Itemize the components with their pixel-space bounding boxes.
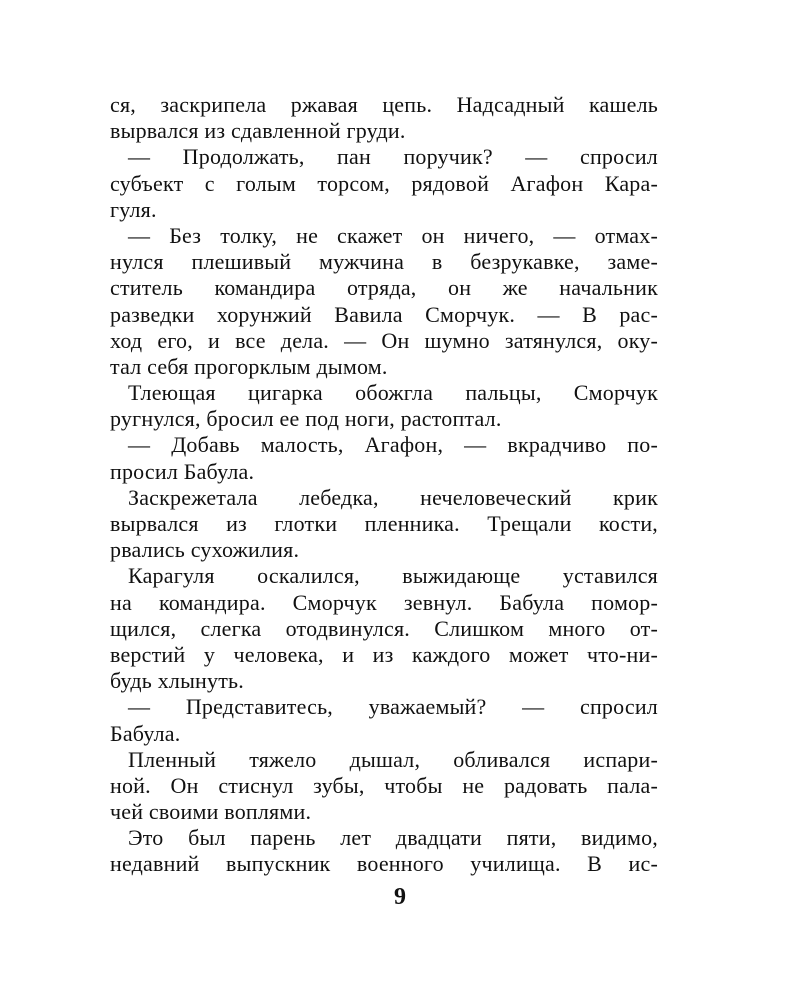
text-line: — Продолжать, пан поручик? — спросил — [128, 144, 658, 170]
text-line: ститель командира отряда, он же начальник — [110, 275, 658, 301]
text-line: вырвался из сдавленной груди. — [110, 118, 406, 144]
paragraph — [110, 223, 658, 380]
text-line: ход его, и все дела. — Он шумно затянулся, оку- — [110, 327, 658, 353]
text-line: вырвался из глотки пленника. Трещали кости, — [110, 511, 658, 536]
paragraph — [110, 432, 658, 484]
text-line: будь хлынуть. — [110, 668, 244, 694]
text-line: щился, слегка отодвинулся. Слишком много от- — [110, 615, 658, 641]
text-line: — Представитесь, уважаемый? — спросил — [128, 694, 658, 720]
text-line: — Без толку, не скажет он ничего, — отмах- — [128, 222, 658, 248]
text-line: гуля. — [110, 196, 157, 222]
text-line: Тлеющая цигарка обожгла пальцы, Сморчук — [128, 380, 658, 406]
paragraph — [110, 694, 658, 746]
text-line: разведки хорунжий Вавила Сморчук. — В рас- — [110, 301, 658, 327]
text-line: тал себя прогорклым дымом. — [110, 353, 388, 379]
text-line: нулся плешивый мужчина в безрукавке, замe- — [110, 249, 658, 275]
text-line: ной. Он стиснул зубы, чтобы не радовать пала- — [110, 772, 658, 798]
text-line: недавний выпускник военного училища. В ис- — [110, 851, 658, 877]
text-line: Заскрежетала лебедка, нечеловеческий крик — [128, 484, 658, 510]
text-line: рвались сухожилия. — [110, 537, 300, 563]
text-line: верстий у человека, и из каждого может что-ни- — [110, 641, 658, 667]
paragraph — [110, 92, 658, 144]
paragraph — [110, 563, 658, 694]
paragraph — [110, 825, 658, 877]
paragraph — [110, 144, 658, 223]
paragraph — [110, 485, 658, 564]
text-line: ся, заскрипела ржавая цепь. Надсадный кашель — [110, 92, 658, 117]
text-line: чей своими воплями. — [110, 799, 312, 825]
page-number: 9 — [394, 884, 406, 910]
body-text — [110, 92, 658, 878]
paragraph — [110, 380, 658, 432]
text-line: — Добавь малость, Агафон, — вкрадчиво по- — [128, 432, 658, 458]
paragraph — [110, 747, 658, 826]
text-line: субъект с голым торсом, рядовой Агафон Кара- — [110, 170, 658, 196]
text-line: ругнулся, бросил ее под ноги, растоптал. — [110, 406, 502, 432]
text-line: Бабула. — [110, 720, 181, 746]
text-line: на командира. Сморчук зевнул. Бабула помор- — [110, 589, 658, 615]
text-line: просил Бабула. — [110, 458, 255, 484]
text-line: Это был парень лет двадцати пяти, видимо, — [128, 825, 658, 851]
text-line: Пленный тяжело дышал, обливался испари- — [128, 746, 658, 772]
text-line: Карагуля оскалился, выжидающе уставился — [128, 563, 658, 589]
